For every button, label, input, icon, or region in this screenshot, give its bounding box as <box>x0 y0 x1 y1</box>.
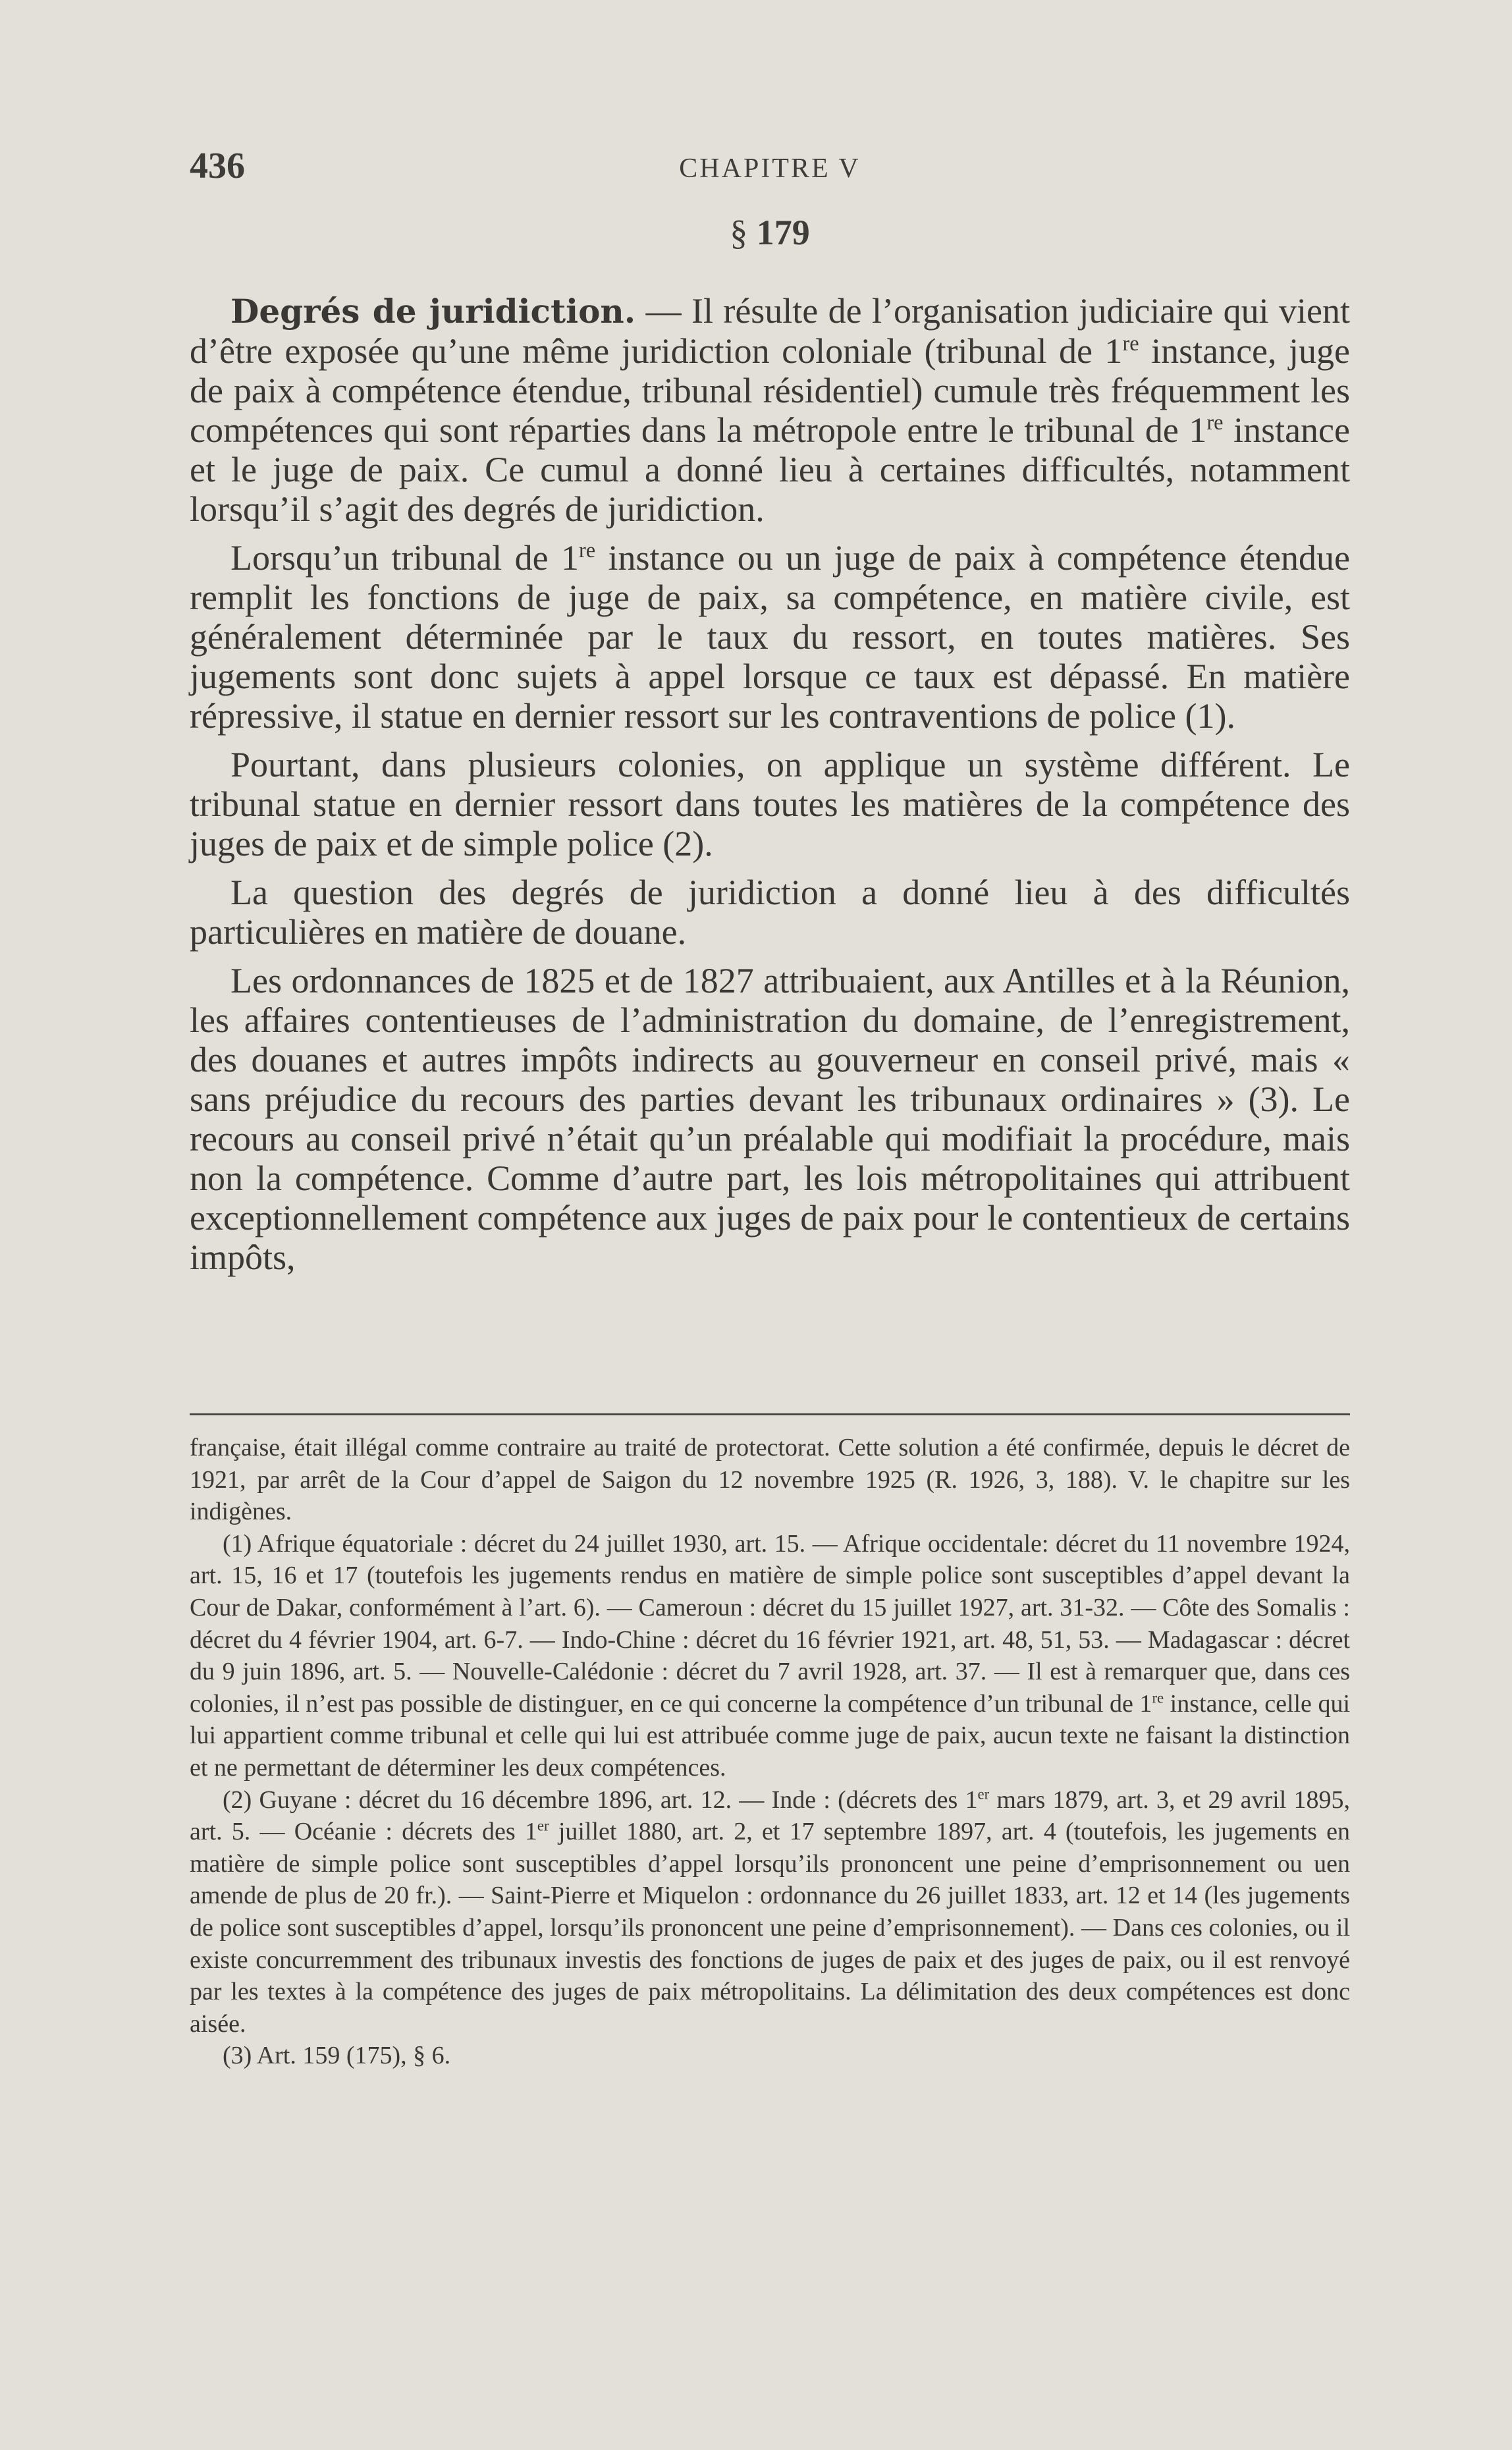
paragraph-1 <box>190 291 1350 529</box>
section-number: 179 <box>756 213 810 252</box>
footnotes <box>190 1432 1350 2072</box>
running-header <box>190 140 1350 192</box>
footnote-continuation: française, était illégal comme contraire au traité de protectorat. Cette solution a été confirmée, depuis le décret de 1921, par arrêt de la Cour d’appel de Saigon du 12 novembre 1925 (R. 1926, 3, 188). V. le chapitre sur les indigènes. <box>190 1434 1350 1526</box>
text-run: mars 1879, art. 3, et 29 avril 1895, art. 5. — Océanie : décrets des 1 <box>190 1785 1350 1846</box>
paragraph-3: Pourtant, dans plusieurs colonies, on applique un système différent. Le tribunal statue en dernier ressort dans toutes les matières de la compétence des juges de paix et de simple police (2). <box>190 745 1350 863</box>
text-run: (1) Afrique équatoriale : décret du 24 juillet 1930, art. 15. — Afrique occidentale: décret du 11 novembre 1924, art. 15, 16 et 17 (toutefois les jugements rendus en matière de simple police sont susceptibles d’appel devant la Cour de Dakar, conformément à l’art. 6). — Cameroun : décret du 15 juillet 1927, art. 31-32. — Côte des Somalis : décret du 4 février 1904, art. 6-7. — Indo-Chine : décret du 16 février 1921, art. 48, 51, 53. — Madagascar : décret du 9 juin 1896, art. 5. — Nouvelle-Calédonie : décret du 7 avril 1928, art. 37. — Il est à remarquer que, dans ces colonies, il n’est pas possible de distinguer, en ce qui concerne la compétence d’un tribunal de 1 <box>190 1529 1350 1718</box>
chapter-title: CHAPITRE V <box>679 153 861 184</box>
text-run: instance et le juge de paix. Ce cumul a donné lieu à certaines difficultés, notamment lorsqu’il s’agit des degrés de juridiction. <box>190 410 1350 529</box>
text-run: instance, celle qui lui appartient comme tribunal et celle qui lui est attribuée comme juge de paix, aucun texte ne faisant la distinction et ne permettant de déterminer les deux compétences. <box>190 1689 1351 1782</box>
text-run: juillet 1880, art. 2, et 17 septembre 1897, art. 4 (toutefois, les jugements en matière de simple police sont susceptibles d’appel lorsqu’ils prononcent une peine d’emprisonnement ou uen amende de plus de 20 fr.). — Saint-Pierre et Miquelon : ordonnance du 26 juillet 1833, art. 12 et 14 (les jugements de police sont susceptibles d’appel, lorsqu’ils prononcent une peine d’emprisonnement). — Dans ces colonies, ou il existe concurremment des tribunaux investis des fonctions de juges de paix et des juges de paix, ou il est renvoyé par les textes à la compétence des juges de paix métropolitains. La délimitation des deux compétences est donc aisée. <box>190 1818 1350 2038</box>
paragraph-2 <box>190 538 1350 736</box>
text-run: — Il résulte de l’organisation judiciaire qui vient d’être exposée qu’une même juridiction coloniale (tribunal de 1 <box>190 291 1351 371</box>
superscript: er <box>537 1817 549 1834</box>
text-run: (2) Guyane : décret du 16 décembre 1896, art. 12. — Inde : (décrets des 1 <box>223 1785 978 1814</box>
superscript: re <box>1152 1689 1164 1706</box>
page-number: 436 <box>190 146 245 186</box>
footnote-2 <box>190 1784 1350 2040</box>
footnote-separator <box>190 1413 1350 1415</box>
paragraph-5: Les ordonnances de 1825 et de 1827 attribuaient, aux Antilles et à la Réunion, les affaires contentieuses de l’administration du domaine, de l’enregistrement, des douanes et autres impôts indirects au gouverneur en conseil privé, mais « sans préjudice du recours des parties devant les tribunaux ordinaires » (3). Le recours au conseil privé n’était qu’un préalable qui modifiait la procédure, mais non la compétence. Comme d’autre part, les lois métropolitaines qui attribuent exceptionnellement compétence aux juges de paix pour le contentieux de certains impôts, <box>190 961 1350 1277</box>
superscript: re <box>1206 411 1224 435</box>
superscript: re <box>1122 332 1139 356</box>
paragraph-lead: Degrés de juridiction. <box>230 292 636 331</box>
footnote-1 <box>190 1528 1350 1784</box>
paragraph-4: La question des degrés de juridiction a donné lieu à des difficultés particulières en matière de douane. <box>190 873 1350 952</box>
main-text <box>190 291 1350 1286</box>
superscript: er <box>977 1785 990 1802</box>
footnote-3: (3) Art. 159 (175), § 6. <box>223 2042 451 2070</box>
section-heading <box>190 212 1350 253</box>
superscript: re <box>578 539 596 562</box>
text-run: instance ou un juge de paix à compétence étendue remplit les fonctions de juge de paix, sa compétence, en matière civile, est généralement déterminée par le taux du ressort, en toutes matières. Ses jugements sont donc sujets à appel lorsque ce taux est dépassé. En matière répressive, il statue en dernier ressort sur les contraventions de police (1). <box>190 538 1350 736</box>
text-run: instance, juge de paix à compétence étendue, tribunal résidentiel) cumule très fréquemment les compétences qui sont réparties dans la métropole entre le tribunal de 1 <box>190 331 1350 450</box>
section-mark: § <box>730 213 748 252</box>
text-run: Lorsqu’un tribunal de 1 <box>230 538 579 578</box>
